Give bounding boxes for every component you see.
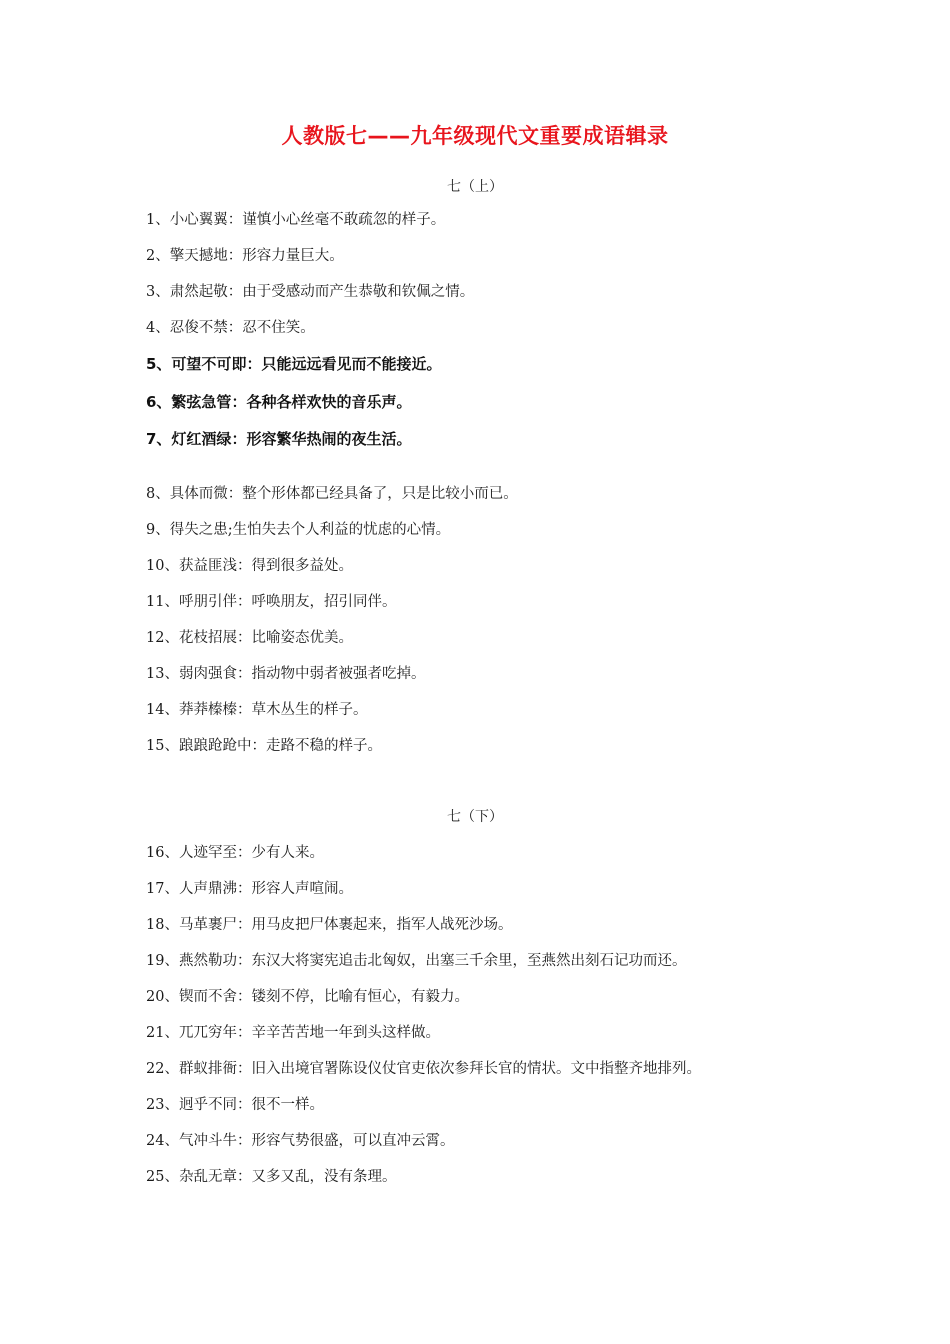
idiom-entry: 25、杂乱无章：又多又乱，没有条理。 bbox=[146, 1169, 397, 1185]
idiom-entry: 6、繁弦急管：各种各样欢快的音乐声。 bbox=[146, 392, 412, 411]
idiom-entry: 15、踉踉跄跄中：走路不稳的样子。 bbox=[146, 737, 382, 754]
idiom-entry: 16、人迹罕至：少有人来。 bbox=[146, 845, 324, 861]
idiom-entry: 19、燕然勒功：东汉大将窦宪追击北匈奴，出塞三千余里，至燕然出刻石记功而还。 bbox=[146, 953, 687, 969]
idiom-entry: 5、可望不可即：只能远远看见而不能接近。 bbox=[146, 355, 442, 373]
idiom-entry: 7、灯红酒绿：形容繁华热闹的夜生活。 bbox=[146, 430, 412, 448]
idiom-list-7-upper bbox=[146, 202, 518, 764]
idiom-entry: 18、马革裹尸：用马皮把尸体裹起来，指军人战死沙场。 bbox=[146, 917, 513, 933]
idiom-entry: 17、人声鼎沸：形容人声喧闹。 bbox=[146, 881, 353, 897]
idiom-entry: 14、莽莽榛榛：草木丛生的样子。 bbox=[146, 701, 368, 718]
idiom-entry: 10、获益匪浅：得到很多益处。 bbox=[146, 557, 353, 574]
section-heading-7-lower: 七（下） bbox=[447, 809, 503, 825]
idiom-entry: 23、迥乎不同：很不一样。 bbox=[146, 1097, 324, 1113]
idiom-entry: 1、小心翼翼：谨慎小心丝毫不敢疏忽的样子。 bbox=[146, 212, 446, 228]
idiom-list-7-lower bbox=[146, 835, 701, 1195]
idiom-entry: 2、擎天撼地：形容力量巨大。 bbox=[146, 248, 344, 264]
idiom-entry: 20、锲而不舍：镂刻不停，比喻有恒心，有毅力。 bbox=[146, 989, 469, 1005]
idiom-entry: 9、得失之患;生怕失去个人利益的忧虑的心情。 bbox=[146, 521, 451, 538]
spacer bbox=[146, 459, 518, 476]
idiom-entry: 21、兀兀穷年：辛辛苦苦地一年到头这样做。 bbox=[146, 1025, 440, 1041]
idiom-entry: 3、肃然起敬：由于受感动而产生恭敬和钦佩之情。 bbox=[146, 284, 475, 300]
idiom-entry: 4、忍俊不禁：忍不住笑。 bbox=[146, 320, 315, 336]
idiom-entry: 13、弱肉强食：指动物中弱者被强者吃掉。 bbox=[146, 665, 426, 682]
idiom-entry: 22、群蚁排衙：旧入出境官署陈设仪仗官吏依次参拜长官的情状。文中指整齐地排列。 bbox=[146, 1061, 701, 1077]
section-heading-7-upper: 七（上） bbox=[447, 179, 503, 195]
idiom-entry: 8、具体而微：整个形体都已经具备了，只是比较小而已。 bbox=[146, 485, 518, 502]
idiom-entry: 11、呼朋引伴：呼唤朋友，招引同伴。 bbox=[146, 593, 397, 610]
idiom-entry: 24、气冲斗牛：形容气势很盛，可以直冲云霄。 bbox=[146, 1133, 455, 1149]
idiom-entry: 12、花枝招展：比喻姿态优美。 bbox=[146, 629, 353, 646]
page-title: 人教版七——九年级现代文重要成语辑录 bbox=[281, 124, 669, 148]
